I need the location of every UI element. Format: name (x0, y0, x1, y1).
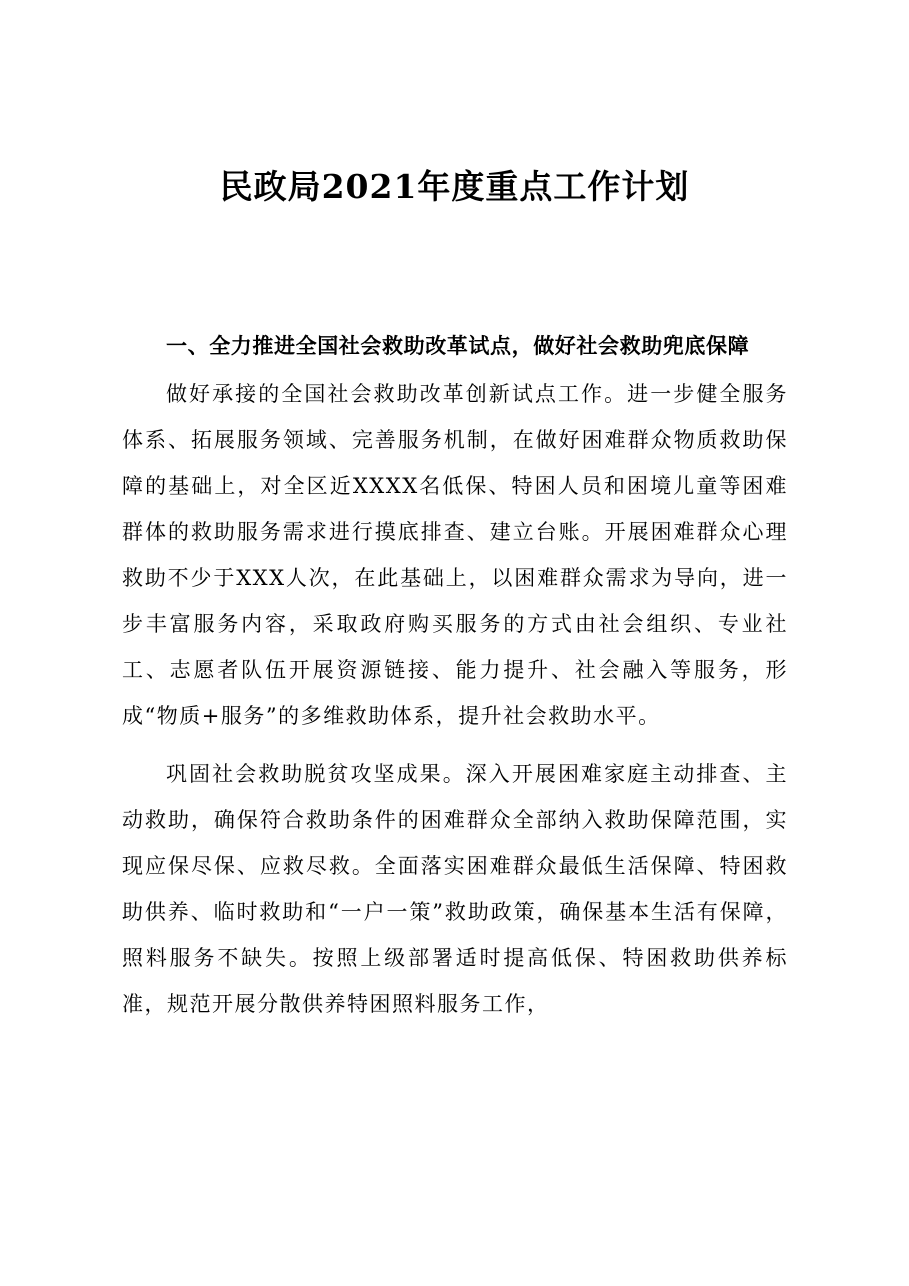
document-body (122, 324, 788, 1039)
body-paragraph: 做好承接的全国社会救助改革创新试点工作。进一步健全服务体系、拓展服务领域、完善服务机制，在做好困难群众物质救助保障的基础上，对全区近XXXX名低保、特困人员和困境儿童等困难群体的救助服务需求进行摸底排查、建立台账。开展困难群众心理救助不少于XXX人次，在此基础上，以困难群众需求为导向，进一步丰富服务内容，采取政府购买服务的方式由社会组织、专业社工、志愿者队伍开展资源链接、能力提升、社会融入等服务，形成“物质+服务”的多维救助体系，提升社会救助水平。 (122, 382, 788, 728)
document-title: 民政局2021年度重点工作计划 (219, 167, 690, 206)
section-heading: 一、全力推进全国社会救助改革试点，做好社会救助兜底保障 (166, 334, 750, 358)
body-paragraph: 巩固社会救助脱贫攻坚成果。深入开展困难家庭主动排查、主动救助，确保符合救助条件的困难群众全部纳入救助保障范围，实现应保尽保、应救尽救。全面落实困难群众最低生活保障、特困救助供养、临时救助和“一户一策”救助政策，确保基本生活有保障，照料服务不缺失。按照上级部署适时提高低保、特困救助供养标准，规范开展分散供养特困照料服务工作， (122, 762, 788, 1016)
